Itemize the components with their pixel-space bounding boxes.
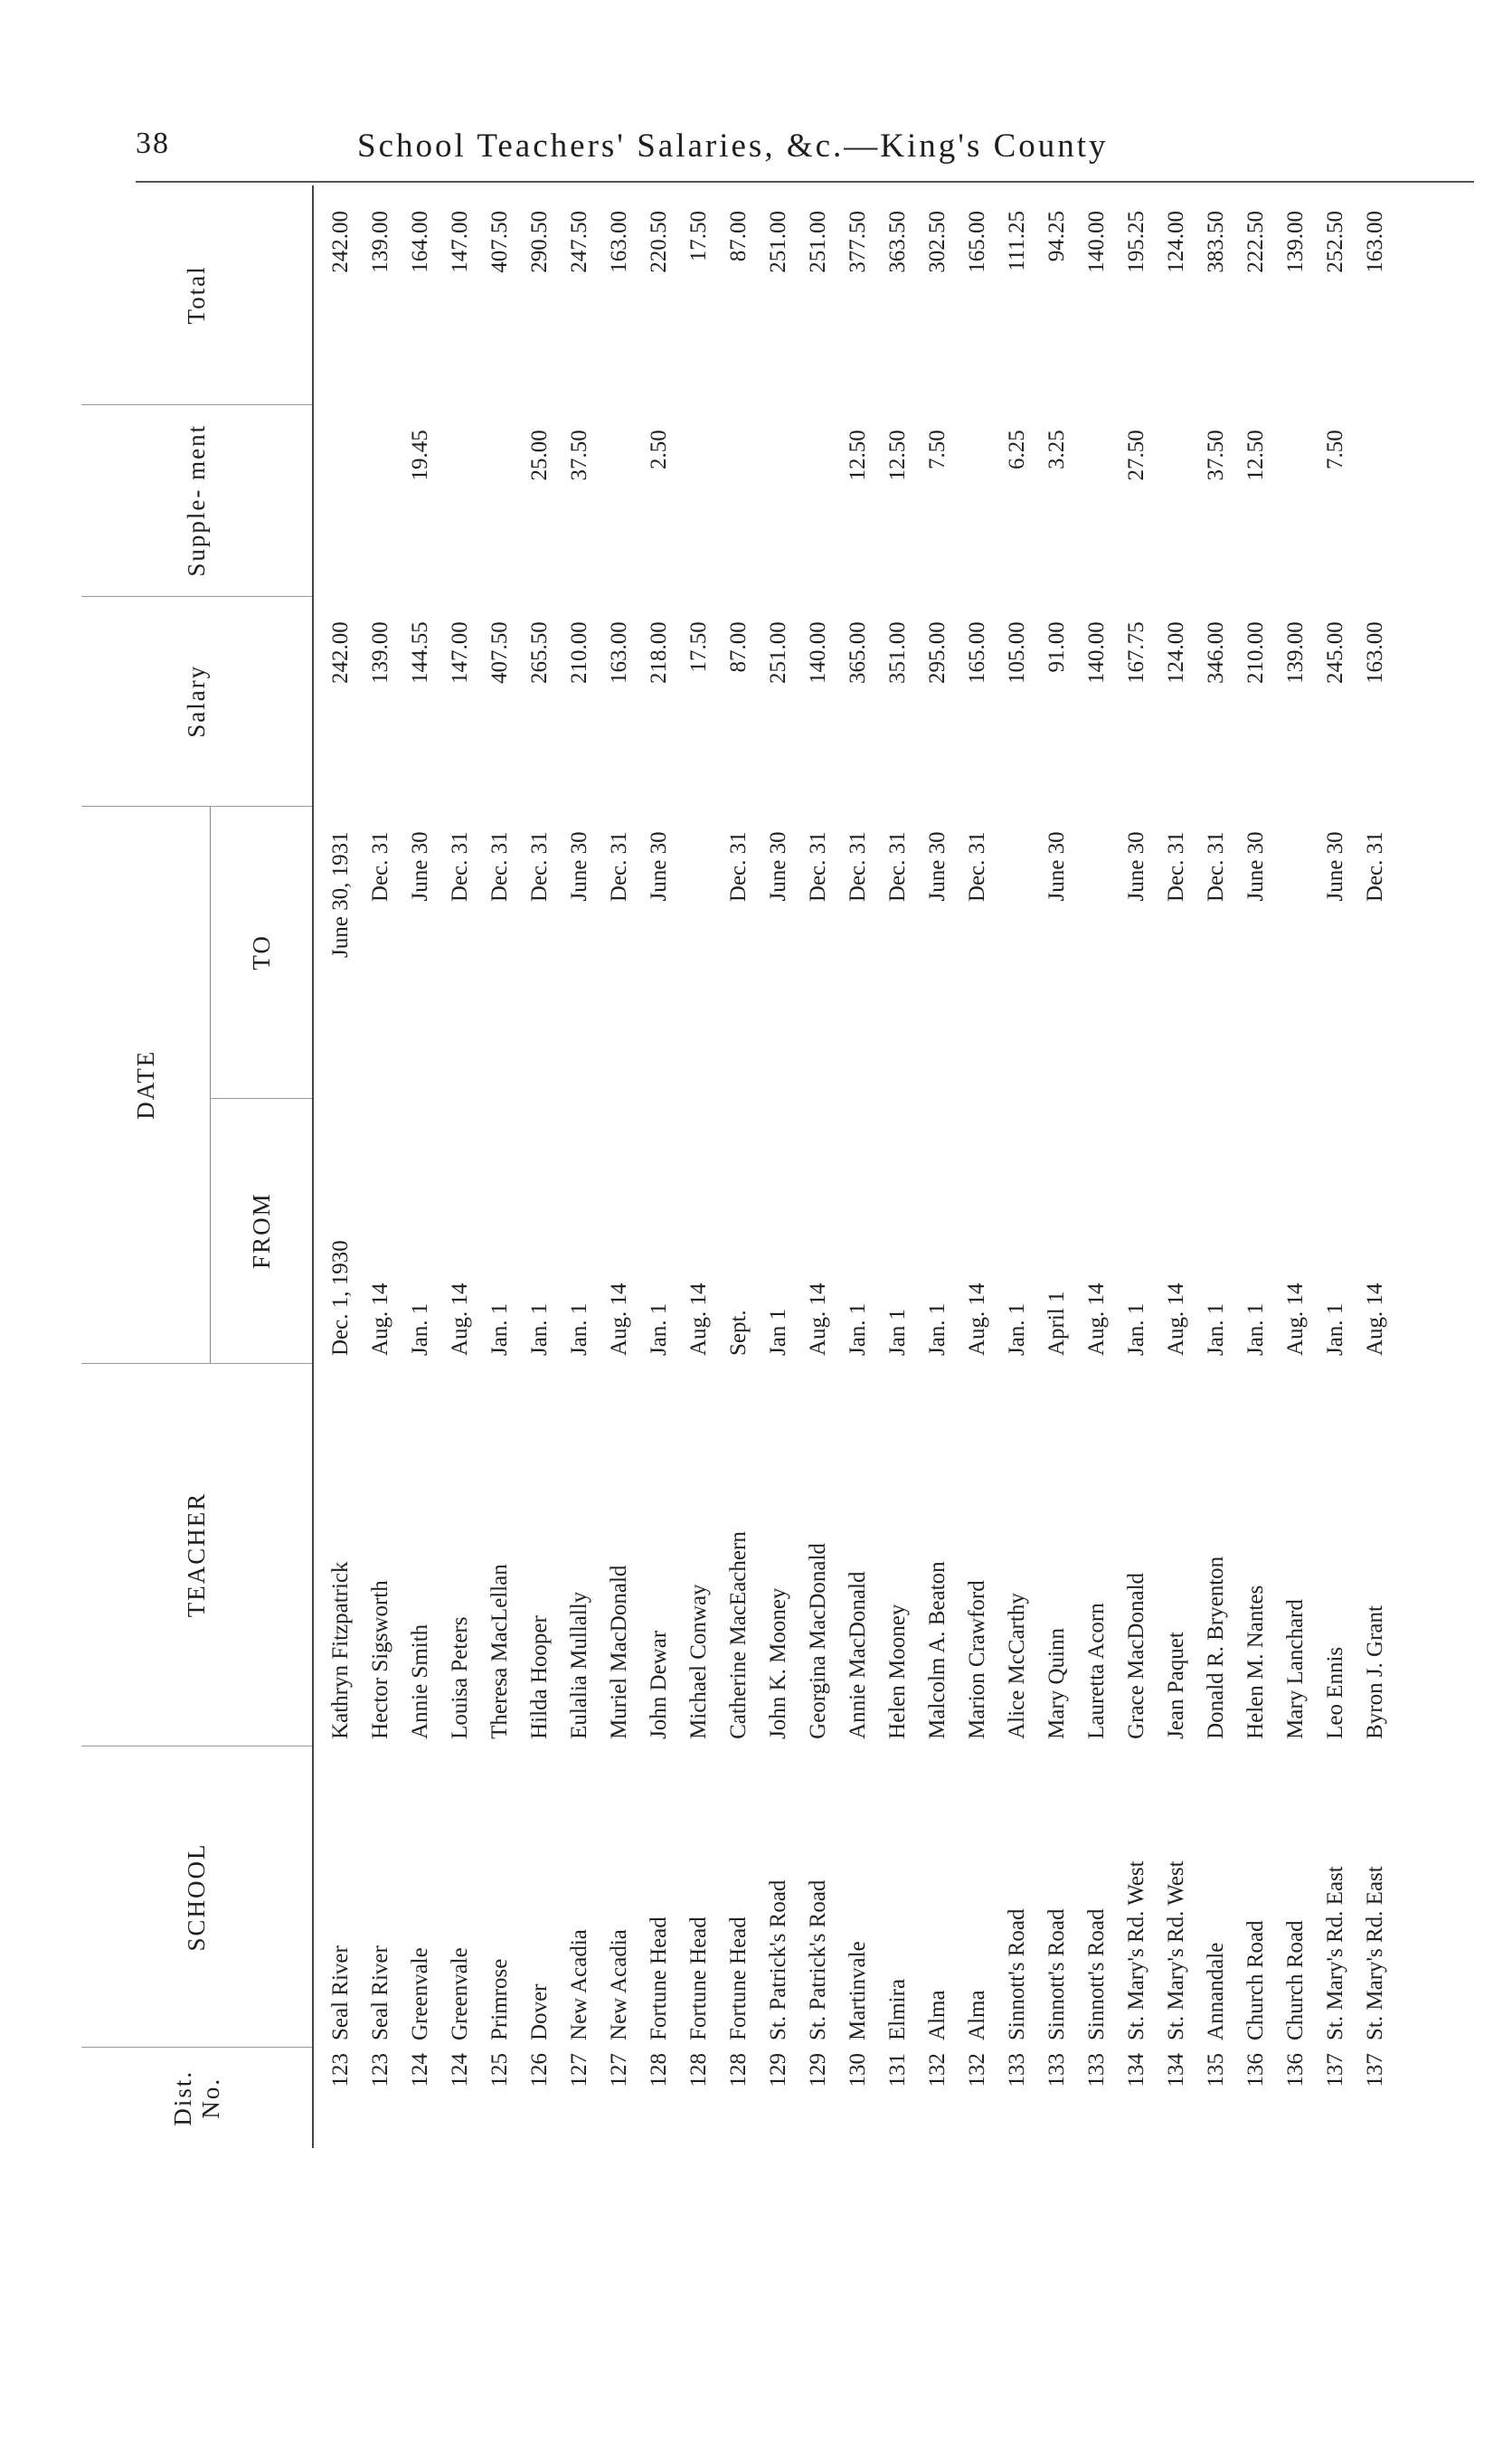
cell-supplement (679, 404, 719, 596)
cell-teacher: Theresa MacLellan (487, 1564, 512, 1739)
cell-from: Jan. 1 (1323, 1302, 1347, 1357)
col-header-from: FROM (211, 1098, 314, 1363)
cell-dist: 125 (487, 2052, 512, 2087)
cell-to: Dec. 31 (368, 831, 392, 903)
cell-supplement: 25.00 (527, 430, 552, 481)
cell-from: Jan. 1 (1005, 1302, 1029, 1357)
cell-total: 140.00 (1084, 211, 1109, 273)
table-row (440, 185, 480, 2148)
cell-to: Dec. 31 (846, 831, 870, 903)
table-row (918, 185, 958, 2148)
cell-school: St. Mary's Rd. West (1164, 1860, 1188, 2040)
cell-teacher: Hilda Hooper (527, 1615, 552, 1739)
table-row (719, 185, 759, 2148)
cell-dist: 127 (607, 2052, 631, 2087)
cell-from: Aug. 14 (607, 1283, 631, 1357)
cell-total: 220.50 (647, 211, 671, 273)
cell-supplement: 12.50 (885, 430, 910, 481)
cell-salary: 218.00 (647, 621, 671, 684)
cell-to: June 30 (1044, 831, 1069, 902)
cell-school: Seal River (328, 1945, 353, 2040)
cell-to: Dec. 31 (885, 831, 910, 903)
cell-salary: 105.00 (1005, 621, 1029, 684)
table-row (401, 185, 440, 2148)
cell-school: New Acadia (607, 1929, 631, 2040)
table-row (520, 185, 560, 2148)
cell-from: Jan. 1 (647, 1302, 671, 1357)
cell-school: Elmira (885, 1978, 910, 2040)
cell-salary: 295.00 (925, 621, 950, 684)
cell-from: Jan. 1 (527, 1302, 552, 1357)
cell-from: Aug. 14 (1164, 1283, 1188, 1357)
cell-supplement: 3.25 (1044, 430, 1069, 470)
cell-teacher: Louisa Peters (448, 1616, 472, 1739)
salary-table-container (81, 185, 1387, 2148)
cell-from: Dec. 1, 1930 (328, 1240, 353, 1357)
cell-salary: 163.00 (1363, 621, 1387, 684)
cell-salary: 242.00 (328, 621, 353, 684)
cell-salary: 365.00 (846, 621, 870, 684)
cell-from: Jan. 1 (567, 1302, 591, 1357)
cell-supplement: 12.50 (846, 430, 870, 481)
cell-from: Jan 1 (885, 1308, 910, 1357)
cell-total: 165.00 (965, 211, 989, 273)
cell-dist: 137 (1363, 2052, 1387, 2087)
cell-total: 252.50 (1323, 211, 1347, 273)
cell-from: April 1 (1044, 1291, 1069, 1357)
cell-salary: 210.00 (1243, 621, 1268, 684)
cell-to: June 30 (1323, 831, 1347, 902)
cell-dist: 132 (925, 2052, 950, 2087)
cell-total: 383.50 (1204, 211, 1228, 273)
cell-to: Dec. 31 (1164, 831, 1188, 903)
cell-from: Sept. (726, 1310, 751, 1357)
cell-total: 363.50 (885, 211, 910, 273)
cell-salary: 144.55 (408, 621, 432, 684)
cell-salary: 210.00 (567, 621, 591, 684)
cell-teacher: Leo Ennis (1323, 1646, 1347, 1739)
cell-salary: 165.00 (965, 621, 989, 684)
cell-to (997, 806, 1037, 1098)
cell-from: Jan. 1 (487, 1302, 512, 1357)
cell-school: Church Road (1283, 1920, 1308, 2040)
table-body (313, 185, 1395, 2148)
cell-salary: 140.00 (806, 621, 830, 684)
cell-supplement (1157, 404, 1196, 596)
cell-salary: 124.00 (1164, 621, 1188, 684)
cell-teacher: Hector Sigsworth (368, 1580, 392, 1739)
cell-from: Aug. 14 (1084, 1283, 1109, 1357)
cell-total: 377.50 (846, 211, 870, 273)
cell-dist: 124 (448, 2052, 472, 2087)
cell-dist: 129 (766, 2052, 790, 2087)
cell-salary: 17.50 (686, 621, 711, 673)
cell-to (679, 806, 719, 1098)
cell-salary: 245.00 (1323, 621, 1347, 684)
cell-salary: 346.00 (1204, 621, 1228, 684)
cell-supplement (1356, 404, 1395, 596)
cell-school: Alma (965, 1990, 989, 2040)
cell-dist: 124 (408, 2052, 432, 2087)
cell-supplement (759, 404, 799, 596)
cell-salary: 167.75 (1124, 621, 1148, 684)
cell-supplement (1077, 404, 1117, 596)
cell-teacher: Annie Smith (408, 1623, 432, 1739)
cell-total: 195.25 (1124, 211, 1148, 273)
cell-from: Aug. 14 (965, 1283, 989, 1357)
cell-to: Dec. 31 (527, 831, 552, 903)
table-row (1316, 185, 1356, 2148)
cell-teacher: Jean Paquet (1164, 1632, 1188, 1739)
table-row (958, 185, 997, 2148)
cell-teacher: Georgina MacDonald (806, 1543, 830, 1739)
table-row (878, 185, 918, 2148)
cell-dist: 135 (1204, 2052, 1228, 2087)
cell-total: 124.00 (1164, 211, 1188, 273)
cell-total: 111.25 (1005, 211, 1029, 271)
cell-total: 247.50 (567, 211, 591, 273)
cell-supplement: 37.50 (567, 430, 591, 481)
cell-from: Jan. 1 (925, 1302, 950, 1357)
table-row (361, 185, 401, 2148)
cell-dist: 130 (846, 2052, 870, 2087)
cell-dist: 123 (368, 2052, 392, 2087)
col-header-supplement: Supple- ment (81, 404, 313, 596)
cell-supplement (440, 404, 480, 596)
cell-school: New Acadia (567, 1929, 591, 2040)
cell-teacher: John Dewar (647, 1630, 671, 1739)
cell-teacher: Michael Conway (686, 1584, 711, 1739)
cell-dist: 137 (1323, 2052, 1347, 2087)
cell-teacher: Muriel MacDonald (607, 1565, 631, 1739)
cell-teacher: Catherine MacEachern (726, 1531, 751, 1739)
table-row (799, 185, 838, 2148)
cell-salary: 163.00 (607, 621, 631, 684)
cell-teacher: Helen Mooney (885, 1604, 910, 1739)
cell-teacher: Donald R. Bryenton (1204, 1556, 1228, 1739)
table-row (1236, 185, 1276, 2148)
cell-school: St. Mary's Rd. West (1124, 1860, 1148, 2040)
col-header-total: Total (81, 185, 313, 404)
table-row (1037, 185, 1077, 2148)
cell-dist: 132 (965, 2052, 989, 2087)
cell-supplement: 12.50 (1243, 430, 1268, 481)
cell-dist: 134 (1124, 2052, 1148, 2087)
cell-total: 251.00 (766, 211, 790, 273)
cell-dist: 128 (726, 2052, 751, 2087)
cell-total: 242.00 (328, 211, 353, 273)
cell-from: Jan. 1 (408, 1302, 432, 1357)
cell-to: June 30, 1931 (328, 831, 353, 958)
cell-school: Sinnott's Road (1084, 1908, 1109, 2040)
cell-to: Dec. 31 (806, 831, 830, 903)
cell-school: St. Mary's Rd. East (1323, 1866, 1347, 2040)
cell-dist: 123 (328, 2052, 353, 2087)
cell-from: Aug. 14 (1363, 1283, 1387, 1357)
table-row (759, 185, 799, 2148)
cell-from: Jan 1 (766, 1308, 790, 1357)
col-header-teacher: TEACHER (81, 1363, 313, 1746)
cell-to: June 30 (647, 831, 671, 902)
cell-teacher: Helen M. Nantes (1243, 1585, 1268, 1739)
col-header-salary: Salary (81, 596, 313, 806)
cell-school: Sinnott's Road (1044, 1908, 1069, 2040)
cell-teacher: Annie MacDonald (846, 1571, 870, 1739)
header-rule (136, 181, 1474, 183)
cell-to: June 30 (925, 831, 950, 902)
cell-salary: 140.00 (1084, 621, 1109, 684)
cell-supplement (1276, 404, 1316, 596)
cell-teacher: Eulalia Mullally (567, 1591, 591, 1739)
cell-total: 407.50 (487, 211, 512, 273)
cell-salary: 351.00 (885, 621, 910, 684)
cell-school: Dover (527, 1983, 552, 2040)
cell-to: Dec. 31 (965, 831, 989, 903)
cell-teacher: Alice McCarthy (1005, 1593, 1029, 1739)
cell-from: Aug. 14 (1283, 1283, 1308, 1357)
cell-school: Greenvale (448, 1947, 472, 2040)
table-row (1077, 185, 1117, 2148)
cell-salary: 139.00 (368, 621, 392, 684)
cell-to: June 30 (567, 831, 591, 902)
cell-supplement (361, 404, 401, 596)
col-header-school: SCHOOL (81, 1746, 313, 2048)
cell-school: Fortune Head (726, 1917, 751, 2040)
cell-school: Primrose (487, 1958, 512, 2040)
col-header-date: DATE (81, 806, 211, 1363)
cell-from: Aug. 14 (806, 1283, 830, 1357)
cell-from: Jan. 1 (846, 1302, 870, 1357)
cell-total: 139.00 (368, 211, 392, 273)
cell-school: St. Mary's Rd. East (1363, 1866, 1387, 2040)
page-number: 38 (136, 127, 170, 160)
cell-dist: 133 (1044, 2052, 1069, 2087)
cell-supplement (480, 404, 520, 596)
cell-to (1276, 806, 1316, 1098)
cell-from: Aug. 14 (686, 1283, 711, 1357)
cell-supplement (958, 404, 997, 596)
cell-dist: 133 (1005, 2052, 1029, 2087)
cell-from: Jan. 1 (1124, 1302, 1148, 1357)
cell-salary: 265.50 (527, 621, 552, 684)
col-header-to: TO (211, 806, 314, 1098)
cell-dist: 133 (1084, 2052, 1109, 2087)
cell-school: Fortune Head (647, 1917, 671, 2040)
cell-school: Seal River (368, 1945, 392, 2040)
cell-school: St. Patrick's Road (806, 1879, 830, 2040)
cell-school: Martinvale (846, 1941, 870, 2040)
table-row (838, 185, 878, 2148)
cell-to: Dec. 31 (1204, 831, 1228, 903)
cell-dist: 136 (1283, 2052, 1308, 2087)
cell-to: June 30 (1124, 831, 1148, 902)
table-row (679, 185, 719, 2148)
cell-dist: 126 (527, 2052, 552, 2087)
salary-table (81, 185, 1395, 2148)
table-row (1196, 185, 1236, 2148)
table-row (560, 185, 600, 2148)
cell-total: 163.00 (1363, 211, 1387, 273)
cell-teacher: Mary Quinn (1044, 1628, 1069, 1739)
cell-total: 94.25 (1044, 211, 1069, 262)
cell-school: Fortune Head (686, 1917, 711, 2040)
cell-dist: 127 (567, 2052, 591, 2087)
cell-to: Dec. 31 (607, 831, 631, 903)
cell-total: 164.00 (408, 211, 432, 273)
cell-salary: 251.00 (766, 621, 790, 684)
cell-dist: 129 (806, 2052, 830, 2087)
table-row (639, 185, 679, 2148)
cell-total: 139.00 (1283, 211, 1308, 273)
cell-supplement: 19.45 (408, 430, 432, 481)
cell-to (1077, 806, 1117, 1098)
cell-supplement (313, 404, 361, 596)
page-header (136, 127, 1266, 181)
cell-supplement: 2.50 (647, 430, 671, 470)
cell-from: Aug. 14 (448, 1283, 472, 1357)
table-row (1157, 185, 1196, 2148)
cell-to: June 30 (1243, 831, 1268, 902)
cell-teacher: Mary Lanchard (1283, 1599, 1308, 1739)
cell-school: Alma (925, 1990, 950, 2040)
table-row (1117, 185, 1157, 2148)
cell-total: 147.00 (448, 211, 472, 273)
cell-school: Annandale (1204, 1942, 1228, 2040)
cell-teacher: John K. Mooney (766, 1587, 790, 1739)
cell-teacher: Malcolm A. Beaton (925, 1561, 950, 1739)
cell-school: Greenvale (408, 1947, 432, 2040)
cell-salary: 407.50 (487, 621, 512, 684)
cell-teacher: Grace MacDonald (1124, 1572, 1148, 1739)
table-row (480, 185, 520, 2148)
cell-salary: 87.00 (726, 621, 751, 673)
cell-salary: 91.00 (1044, 621, 1069, 673)
cell-from: Jan. 1 (1243, 1302, 1268, 1357)
table-row (600, 185, 639, 2148)
cell-teacher: Lauretta Acorn (1084, 1603, 1109, 1739)
cell-salary: 147.00 (448, 621, 472, 684)
cell-school: Sinnott's Road (1005, 1908, 1029, 2040)
cell-salary: 139.00 (1283, 621, 1308, 684)
cell-teacher: Byron J. Grant (1363, 1605, 1387, 1739)
cell-total: 251.00 (806, 211, 830, 273)
cell-teacher: Kathryn Fitzpatrick (328, 1561, 353, 1739)
cell-to: June 30 (766, 831, 790, 902)
cell-supplement: 37.50 (1204, 430, 1228, 481)
cell-from: Jan. 1 (1204, 1302, 1228, 1357)
cell-school: St. Patrick's Road (766, 1879, 790, 2040)
cell-total: 290.50 (527, 211, 552, 273)
cell-supplement: 7.50 (925, 430, 950, 470)
cell-dist: 134 (1164, 2052, 1188, 2087)
cell-supplement: 6.25 (1005, 430, 1029, 470)
cell-to: June 30 (408, 831, 432, 902)
table-row (997, 185, 1037, 2148)
cell-total: 222.50 (1243, 211, 1268, 273)
cell-supplement: 7.50 (1323, 430, 1347, 470)
cell-supplement: 27.50 (1124, 430, 1148, 481)
cell-teacher: Marion Crawford (965, 1580, 989, 1739)
cell-to: Dec. 31 (448, 831, 472, 903)
col-header-dist-no: Dist. No. (168, 2069, 224, 2126)
cell-from: Aug. 14 (368, 1283, 392, 1357)
cell-dist: 128 (647, 2052, 671, 2087)
cell-total: 302.50 (925, 211, 950, 273)
cell-total: 87.00 (726, 211, 751, 262)
cell-dist: 136 (1243, 2052, 1268, 2087)
table-row (1276, 185, 1316, 2148)
page-title: School Teachers' Salaries, &c.—King's County (357, 128, 1109, 165)
cell-to: Dec. 31 (487, 831, 512, 903)
cell-supplement (799, 404, 838, 596)
cell-total: 163.00 (607, 211, 631, 273)
cell-dist: 131 (885, 2052, 910, 2087)
cell-supplement (600, 404, 639, 596)
cell-supplement (719, 404, 759, 596)
table-row (1356, 185, 1395, 2148)
cell-dist: 128 (686, 2052, 711, 2087)
cell-to: Dec. 31 (726, 831, 751, 903)
table-row (313, 185, 361, 2148)
cell-total: 17.50 (686, 211, 711, 262)
cell-to: Dec. 31 (1363, 831, 1387, 903)
cell-school: Church Road (1243, 1920, 1268, 2040)
